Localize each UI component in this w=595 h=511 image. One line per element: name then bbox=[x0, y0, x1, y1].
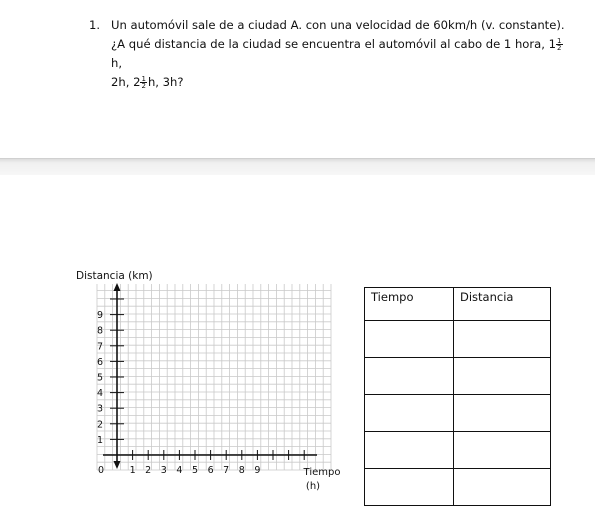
fraction-numerator: 1 bbox=[557, 37, 562, 45]
origin-label: 0 bbox=[97, 465, 105, 476]
x-tick-label: 4 bbox=[176, 465, 183, 476]
x-tick-label: 7 bbox=[223, 465, 230, 476]
x-tick-label: 8 bbox=[238, 465, 245, 476]
x-tick-label: 6 bbox=[207, 465, 214, 476]
table-row bbox=[365, 432, 551, 469]
y-tick-label: 7 bbox=[96, 341, 103, 353]
table-cell[interactable] bbox=[365, 395, 454, 432]
table-cell[interactable] bbox=[454, 469, 551, 506]
question-line-3-a: 2h, 2 bbox=[111, 75, 141, 89]
table-header-distance: Distancia bbox=[454, 288, 551, 321]
table-row bbox=[365, 321, 551, 358]
y-tick-label: 3 bbox=[96, 403, 103, 415]
table-row bbox=[365, 358, 551, 395]
y-tick-label: 5 bbox=[96, 372, 103, 384]
y-axis-arrow-down bbox=[114, 461, 121, 469]
fraction-denominator-2: 2 bbox=[141, 82, 146, 90]
question-line-2-suffix: h, bbox=[111, 56, 123, 70]
y-tick-label: 4 bbox=[96, 388, 103, 400]
x-tick-label: 9 bbox=[254, 465, 261, 476]
table-cell[interactable] bbox=[365, 358, 454, 395]
x-tick-label: 3 bbox=[160, 465, 167, 476]
fraction-numerator-2: 1 bbox=[141, 75, 146, 83]
y-tick-label: 2 bbox=[96, 419, 103, 431]
fraction-denominator: 2 bbox=[557, 44, 562, 52]
table-header-time: Tiempo bbox=[365, 288, 454, 321]
x-tick-label: 2 bbox=[145, 465, 152, 476]
y-axis-title: Distancia (km) bbox=[76, 270, 153, 282]
x-axis-title: Tiempo bbox=[303, 467, 341, 478]
x-axis-unit: (h) bbox=[305, 481, 321, 492]
table-cell[interactable] bbox=[454, 358, 551, 395]
y-axis-arrow bbox=[114, 283, 121, 291]
table-cell[interactable] bbox=[365, 469, 454, 506]
table-row bbox=[365, 395, 551, 432]
y-tick-label: 9 bbox=[96, 310, 103, 322]
y-tick-label: 1 bbox=[96, 434, 103, 446]
x-tick-label: 5 bbox=[191, 465, 199, 476]
table-header-row bbox=[365, 288, 551, 321]
table-cell[interactable] bbox=[454, 395, 551, 432]
table-cell[interactable] bbox=[365, 321, 454, 358]
question-number: 1. bbox=[89, 18, 101, 32]
table-row bbox=[365, 469, 551, 506]
question-line-1: Un automóvil sale de a ciudad A. con una velocidad de 60km/h (v. constante). bbox=[111, 18, 565, 32]
y-tick-label: 6 bbox=[96, 356, 103, 368]
x-tick-label: 1 bbox=[129, 465, 136, 476]
table-cell[interactable] bbox=[454, 321, 551, 358]
table-cell[interactable] bbox=[454, 432, 551, 469]
value-table bbox=[364, 287, 551, 506]
question-line-3-b: h, 3h? bbox=[147, 75, 184, 89]
question-line-2-prefix: ¿A qué distancia de la ciudad se encuentra el automóvil al cabo de 1 hora, 1 bbox=[111, 37, 557, 51]
table-cell[interactable] bbox=[365, 432, 454, 469]
y-tick-label: 8 bbox=[96, 325, 103, 337]
